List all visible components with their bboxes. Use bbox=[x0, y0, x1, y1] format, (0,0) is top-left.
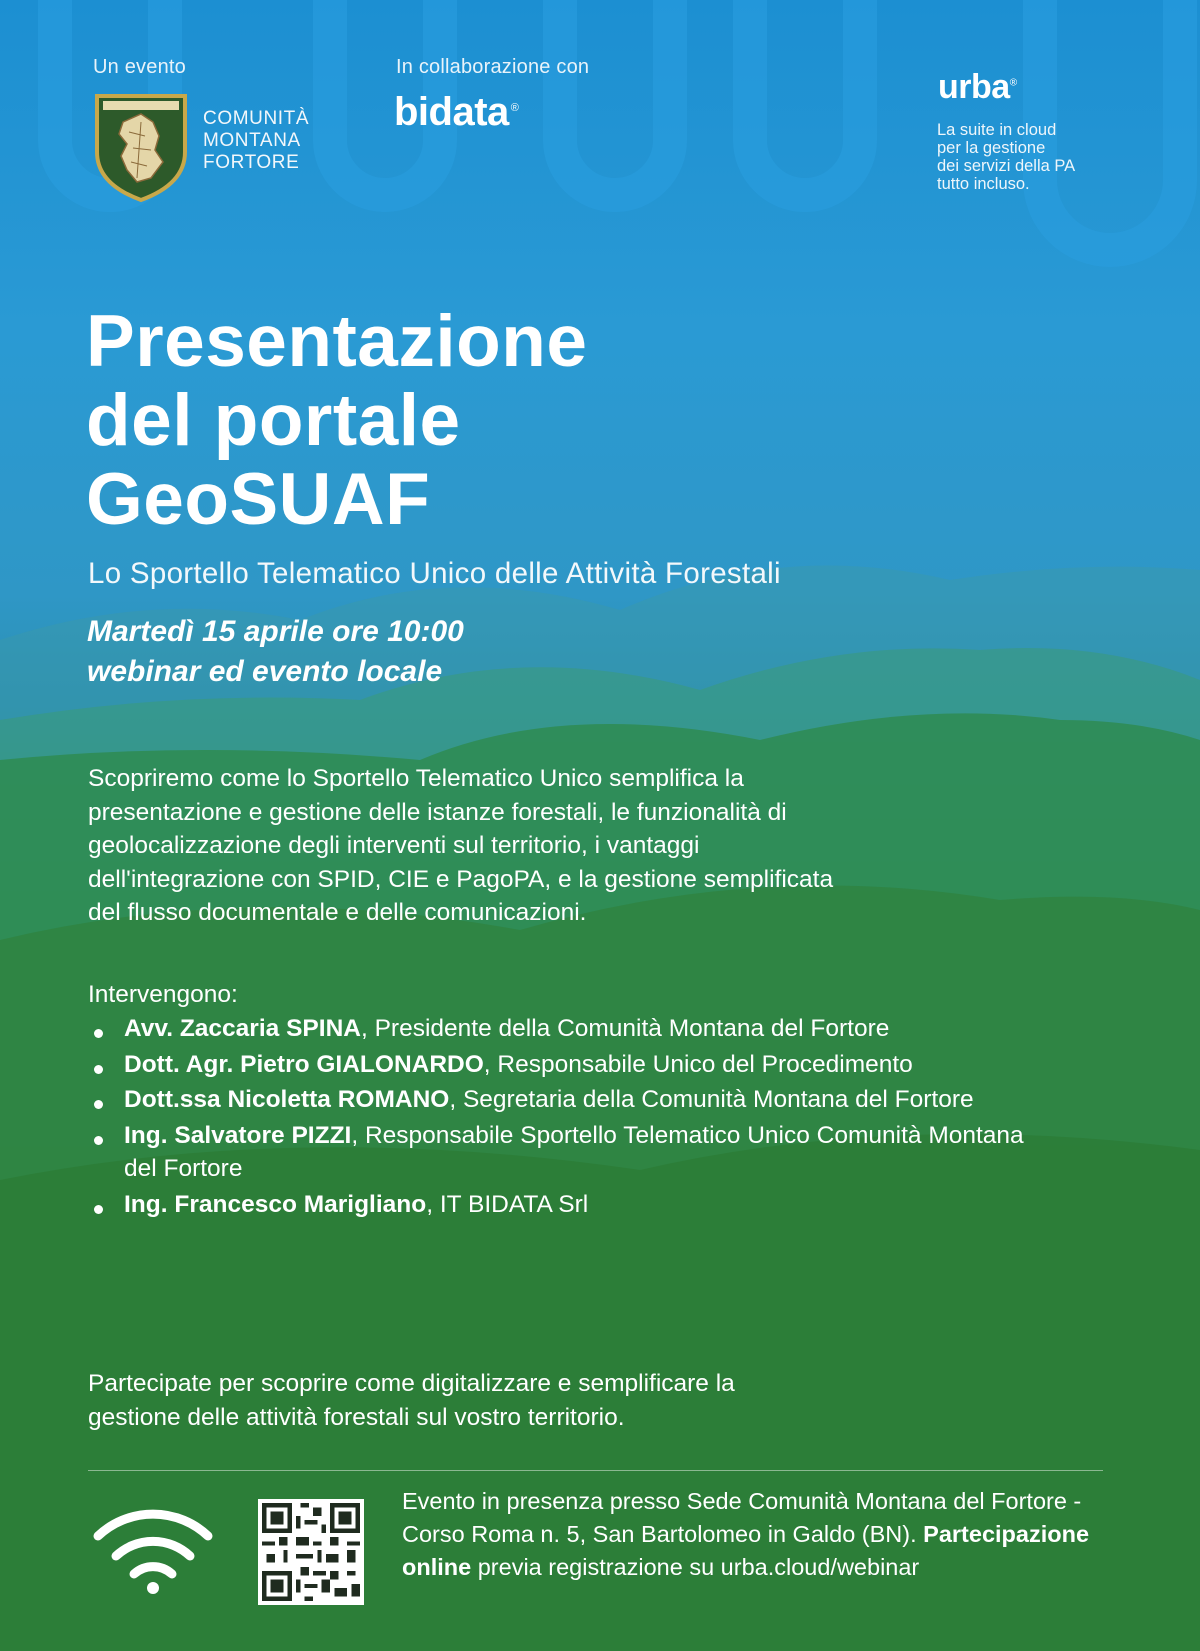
organizer-name-line: MONTANA bbox=[203, 130, 301, 151]
event-format: webinar ed evento locale bbox=[87, 655, 443, 688]
speaker-item bbox=[88, 1119, 1054, 1186]
organizer-name-line: FORTORE bbox=[203, 152, 300, 173]
urba-tagline-line: La suite in cloud bbox=[937, 121, 1057, 139]
closing-line: Partecipate per scoprire come digitalizzare e semplificare la bbox=[88, 1370, 735, 1397]
urba-tagline bbox=[937, 121, 1167, 193]
registered-mark: ® bbox=[1009, 77, 1017, 89]
speaker-name: Ing. Francesco Marigliano bbox=[124, 1190, 427, 1218]
event-subtitle: Lo Sportello Telematico Unico delle Attività Forestali bbox=[88, 557, 781, 590]
urba-tagline-line: dei servizi della PA bbox=[937, 157, 1076, 175]
speaker-name: Dott.ssa Nicoletta ROMANO bbox=[124, 1086, 450, 1113]
speaker-role: , IT BIDATA Srl bbox=[426, 1190, 589, 1218]
speaker-name: Avv. Zaccaria SPINA bbox=[124, 1015, 361, 1042]
speaker-role: , Responsabile Sportello Telematico Unico Comunità Montana del Fortore bbox=[124, 1121, 1024, 1182]
closing-paragraph bbox=[88, 1367, 1098, 1434]
intro-line: geolocalizzazione degli interventi sul territorio, i vantaggi bbox=[88, 832, 700, 859]
intro-line: presentazione e gestione delle istanze forestali, le funzionalità di bbox=[88, 798, 787, 826]
speakers-list bbox=[88, 1012, 1054, 1223]
event-datetime bbox=[87, 612, 464, 692]
footer-divider bbox=[88, 1470, 1103, 1471]
speaker-item bbox=[88, 1083, 1054, 1117]
urba-logo bbox=[938, 68, 1017, 107]
intro-paragraph bbox=[88, 762, 1098, 930]
comunita-montana-shield-logo bbox=[93, 92, 189, 204]
bidata-logo bbox=[394, 90, 518, 135]
speaker-name: Ing. Salvatore PIZZI bbox=[124, 1121, 352, 1149]
registration-info[interactable]: previa registrazione su urba.cloud/webinar bbox=[471, 1554, 920, 1580]
speaker-role: , Responsabile Unico del Procedimento bbox=[483, 1050, 913, 1078]
speaker-role: , Segretaria della Comunità Montana del Fortore bbox=[449, 1086, 974, 1113]
qr-code[interactable] bbox=[258, 1499, 364, 1605]
organizer-name bbox=[203, 108, 309, 174]
urba-tagline-line: per la gestione bbox=[937, 139, 1046, 157]
speaker-item bbox=[88, 1012, 1054, 1046]
wifi-icon bbox=[90, 1508, 216, 1594]
event-title bbox=[86, 302, 587, 539]
intro-line: del flusso documentale e delle comunicazioni. bbox=[88, 899, 587, 926]
event-title-line: del portale bbox=[86, 380, 461, 461]
intro-line: Scopriremo come lo Sportello Telematico Unico semplifica la bbox=[88, 765, 744, 792]
collaboration-label: In collaborazione con bbox=[396, 56, 590, 78]
intro-line: dell'integrazione con SPID, CIE e PagoPA, e la gestione semplificata bbox=[88, 865, 834, 893]
speaker-item bbox=[88, 1188, 1054, 1222]
event-date: Martedì 15 aprile ore 10:00 bbox=[87, 615, 464, 648]
speakers-heading: Intervengono: bbox=[88, 981, 238, 1008]
online-participation-label: Partecipazione online bbox=[402, 1521, 1090, 1580]
registered-mark: ® bbox=[510, 101, 519, 114]
event-title-line: GeoSUAF bbox=[86, 459, 431, 540]
venue-info bbox=[402, 1485, 1102, 1584]
venue-address: Evento in presenza presso Sede Comunità Montana del Fortore - Corso Roma n. 5, San Bartolomeo in Galdo (BN). bbox=[402, 1488, 1082, 1547]
event-title-line: Presentazione bbox=[86, 301, 588, 382]
speaker-item bbox=[88, 1048, 1054, 1082]
speaker-name: Dott. Agr. Pietro GIALONARDO bbox=[124, 1050, 484, 1078]
event-label: Un evento bbox=[93, 56, 186, 78]
speaker-role: , Presidente della Comunità Montana del Fortore bbox=[360, 1015, 890, 1042]
closing-line: gestione delle attività forestali sul vostro territorio. bbox=[88, 1403, 625, 1431]
urba-logo-text: urba bbox=[938, 68, 1010, 106]
bidata-logo-text: bidata bbox=[394, 90, 509, 134]
urba-tagline-line: tutto incluso. bbox=[937, 175, 1030, 193]
organizer-name-line: COMUNITÀ bbox=[203, 108, 310, 129]
